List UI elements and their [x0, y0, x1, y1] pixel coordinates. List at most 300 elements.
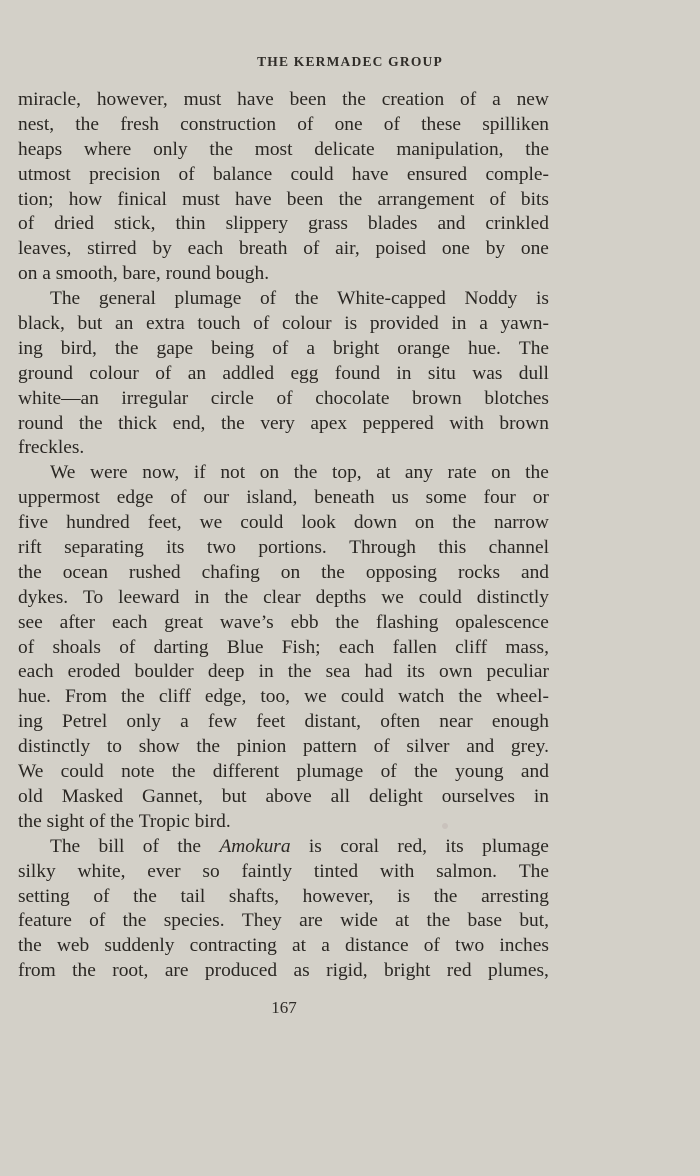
word: dried [54, 213, 94, 235]
word: the [18, 935, 42, 957]
text-line [18, 412, 549, 437]
word: deep [207, 661, 245, 683]
word: where [83, 138, 132, 160]
word: Through [349, 537, 416, 559]
word: the [294, 288, 319, 310]
word: arrangement [377, 188, 475, 210]
word: the [110, 810, 134, 832]
word: To [83, 586, 104, 608]
word: rate [447, 462, 477, 484]
word: each [18, 661, 54, 683]
word: too, [260, 686, 291, 708]
word: ourselves [441, 785, 515, 807]
word: we [381, 586, 404, 608]
word: dykes. [18, 586, 69, 608]
word: plumage [174, 288, 242, 310]
word: spilliken [482, 113, 549, 135]
text-line [18, 735, 549, 760]
word: flashing [375, 611, 439, 633]
word: plumage [482, 835, 549, 857]
text-line [18, 138, 549, 163]
word: boulder [134, 661, 194, 683]
text-line [18, 88, 549, 113]
word: the [72, 960, 96, 982]
word: darting [153, 636, 209, 658]
word: round [18, 412, 64, 434]
word: of [178, 163, 195, 185]
word: colour [281, 313, 332, 335]
word: fresh [120, 113, 159, 135]
word: extra [145, 313, 185, 335]
word: the [458, 686, 483, 708]
word: island, [246, 487, 298, 509]
word: silver [406, 736, 450, 758]
word: very [260, 412, 295, 434]
word: the [133, 885, 157, 907]
word: of [380, 761, 397, 783]
word: distance [345, 935, 409, 957]
word: blades [367, 213, 418, 235]
word: rocks [457, 561, 500, 583]
text-line [18, 461, 549, 486]
word: top, [332, 462, 362, 484]
word: must [183, 89, 222, 110]
word: sea [325, 661, 351, 683]
word: gape [156, 337, 194, 359]
paper-speck [442, 823, 448, 829]
word: salmon. [436, 860, 498, 882]
word: portions. [258, 537, 327, 559]
text-line [18, 710, 549, 735]
text-line [18, 113, 549, 138]
word: however, [96, 89, 168, 110]
text-line [18, 934, 549, 959]
text-line [18, 860, 549, 885]
text-line [18, 909, 549, 934]
word: great [164, 611, 204, 633]
word: of [373, 736, 390, 758]
word: heaps [18, 138, 63, 160]
word: wide [340, 910, 378, 932]
word: bare, [122, 263, 161, 285]
word: cliff [158, 686, 191, 708]
word: ing [18, 337, 43, 359]
word: white—an [18, 387, 99, 409]
word: comple- [485, 163, 549, 185]
word: are [299, 910, 323, 932]
word: plumage [296, 761, 364, 783]
word: some [425, 487, 467, 509]
word: egg [290, 362, 319, 384]
word: of [18, 636, 35, 658]
word: the [335, 611, 360, 633]
word: two [206, 537, 236, 559]
word: addled [222, 362, 275, 384]
word: bird. [194, 810, 231, 832]
word: brown [412, 387, 462, 409]
word: a [42, 263, 51, 285]
word: shafts, [228, 885, 280, 907]
word: in [194, 586, 210, 608]
word: Masked [61, 785, 124, 807]
word: in [396, 362, 412, 384]
word: in [533, 785, 549, 807]
word: bough. [215, 263, 270, 285]
word: only [126, 711, 161, 733]
word: clear [263, 586, 301, 608]
word: end, [172, 412, 206, 434]
word: narrow [494, 512, 549, 534]
word: show [138, 736, 180, 758]
word: ensured [406, 163, 468, 185]
word: thick [118, 412, 157, 434]
word: from [18, 960, 56, 982]
word: the [293, 462, 318, 484]
word: the [287, 661, 312, 683]
word: at [292, 935, 307, 957]
word: poised [375, 238, 427, 260]
word: white, [77, 860, 126, 882]
word: the [221, 412, 245, 434]
text-line [18, 511, 549, 536]
word: ever [147, 860, 181, 882]
text-line [18, 959, 549, 984]
word: by [152, 238, 172, 260]
word: grass [308, 213, 348, 235]
word: the [18, 561, 42, 583]
word: we [304, 686, 327, 708]
word: bill [98, 835, 125, 857]
word: thin [175, 213, 206, 235]
word: web [56, 935, 90, 957]
text-line [18, 436, 549, 461]
word: freckles. [18, 437, 85, 459]
word: own [439, 661, 473, 683]
word: the [433, 885, 458, 907]
word: construction [180, 113, 277, 135]
word: yawn- [500, 313, 549, 335]
word: suddenly [104, 935, 175, 957]
word: the [75, 113, 99, 135]
word: the [414, 761, 438, 783]
word: orange [397, 337, 451, 359]
word: nest, [18, 113, 55, 135]
word: an [114, 313, 134, 335]
word: irregular [121, 387, 189, 409]
word: provided [369, 313, 439, 335]
word: of [89, 810, 106, 832]
word: if [193, 462, 206, 484]
word: circle [210, 387, 254, 409]
word: a [492, 89, 501, 110]
word: of [155, 362, 172, 384]
word: each [187, 238, 224, 260]
word: delight [368, 785, 423, 807]
word: finical [117, 188, 167, 210]
word: apex [310, 412, 348, 434]
word: us [391, 487, 409, 509]
word: The [50, 835, 81, 857]
word: an [187, 362, 207, 384]
word: the [78, 412, 103, 434]
word: delicate [314, 138, 375, 160]
word: at [376, 462, 391, 484]
word: the [525, 138, 549, 160]
word: Gannet, [142, 785, 203, 807]
word: in [451, 313, 467, 335]
text-line [18, 387, 549, 412]
word: its [406, 661, 425, 683]
word: with [449, 412, 484, 434]
word: after [59, 611, 96, 633]
word: the [122, 910, 147, 932]
word: at [395, 910, 410, 932]
word: rushed [128, 561, 181, 583]
text-line [18, 810, 549, 835]
word: sight [46, 810, 85, 832]
word: the [171, 761, 196, 783]
word: is [344, 313, 358, 335]
word: of [18, 213, 35, 235]
word: brown [499, 412, 549, 434]
word: a [321, 935, 330, 957]
word: bright [384, 960, 431, 982]
word: edge [116, 487, 154, 509]
text-line [18, 611, 549, 636]
word: tion; [18, 188, 54, 210]
word: From [64, 686, 107, 708]
word: could [340, 686, 384, 708]
word: are [164, 960, 189, 982]
word: distinctly [18, 736, 91, 758]
word: The [518, 337, 549, 359]
word: root, [112, 960, 149, 982]
word: of [423, 935, 440, 957]
word: its [166, 537, 185, 559]
text-line [18, 163, 549, 188]
word: and [521, 561, 549, 583]
word: uppermost [18, 487, 100, 509]
word: of [297, 113, 314, 135]
word: on [491, 462, 511, 484]
word: each [338, 636, 375, 658]
word: but, [519, 910, 549, 932]
word: the [177, 835, 202, 857]
word: They [241, 910, 282, 932]
text-line [18, 586, 549, 611]
word: the [338, 188, 363, 210]
word: bright [332, 337, 380, 359]
word: grey. [510, 736, 549, 758]
word: black, [18, 313, 65, 335]
word: of [383, 113, 400, 135]
word: each [111, 611, 148, 633]
word: bits [520, 188, 549, 210]
word: different [212, 761, 280, 783]
word: depths [315, 586, 367, 608]
word: down [353, 512, 397, 534]
word: being [211, 337, 255, 359]
word: utmost [18, 163, 71, 185]
word: base [467, 910, 503, 932]
text-line [18, 212, 549, 237]
word: as [293, 960, 310, 982]
word: not [220, 462, 246, 484]
word: breath [238, 238, 288, 260]
word: ocean [62, 561, 108, 583]
word: have [351, 163, 389, 185]
text-line [18, 835, 549, 860]
word: is [308, 835, 322, 857]
word: leeward [118, 586, 180, 608]
word: five [18, 512, 49, 534]
word: ebb [290, 611, 319, 633]
word: the [18, 810, 42, 832]
word: feet [256, 711, 286, 733]
page-number: 167 [271, 998, 297, 1017]
word: chafing [201, 561, 260, 583]
text-line [18, 561, 549, 586]
word: tail [180, 885, 206, 907]
word: how [68, 188, 103, 210]
word: feature [18, 910, 72, 932]
word: two [455, 935, 485, 957]
word: wave’s [219, 611, 274, 633]
word: hue. [18, 686, 51, 708]
word: slippery [225, 213, 289, 235]
word: the [426, 910, 451, 932]
word: balance [212, 163, 273, 185]
word: could [418, 586, 462, 608]
word: pinion [236, 736, 287, 758]
word: Amokura [219, 835, 291, 857]
word: shoals [52, 636, 101, 658]
word: general [98, 288, 156, 310]
word: been [289, 89, 327, 110]
word: coral [340, 835, 380, 857]
text-line [18, 486, 549, 511]
word: Tropic [138, 810, 190, 832]
word: We [18, 761, 44, 783]
word: peculiar [486, 661, 549, 683]
text-line [18, 287, 549, 312]
word: separating [64, 537, 144, 559]
word: stick, [113, 213, 156, 235]
word: a [306, 337, 315, 359]
word: so [202, 860, 220, 882]
word: of [119, 636, 136, 658]
word: and [466, 736, 495, 758]
word: see [18, 611, 43, 633]
word: manipulation, [396, 138, 504, 160]
word: hundred [66, 512, 130, 534]
text-line [18, 636, 549, 661]
text-line [18, 885, 549, 910]
word: one [441, 238, 470, 260]
word: had [364, 661, 393, 683]
text-line [18, 536, 549, 561]
text-line [18, 237, 549, 262]
text-line [18, 785, 549, 810]
word: enough [491, 711, 549, 733]
word: of [142, 835, 159, 857]
word: of [170, 487, 187, 509]
word: Blue [226, 636, 264, 658]
word: pattern [303, 736, 357, 758]
word: Noddy [464, 288, 518, 310]
word: contracting [189, 935, 277, 957]
word: any [404, 462, 433, 484]
body-text [18, 88, 549, 984]
word: the [209, 138, 234, 160]
word: of [303, 238, 320, 260]
word: of [460, 89, 477, 110]
word: new [516, 89, 549, 110]
word: red [446, 960, 472, 982]
word: look [301, 512, 336, 534]
word: The [518, 860, 549, 882]
word: the [196, 736, 221, 758]
word: or [532, 487, 549, 509]
word: near [439, 711, 473, 733]
word: on [259, 462, 280, 484]
word: of [93, 885, 110, 907]
word: Fish; [281, 636, 321, 658]
word: and [437, 213, 466, 235]
word: feet, [147, 512, 182, 534]
word: precision [89, 163, 161, 185]
word: blotches [484, 387, 549, 409]
word: to [106, 736, 122, 758]
word: mass, [505, 636, 549, 658]
word: fallen [392, 636, 437, 658]
word: few [207, 711, 237, 733]
word: this [438, 537, 467, 559]
word: the [224, 586, 249, 608]
word: distant, [304, 711, 362, 733]
word: above [265, 785, 312, 807]
word: we [199, 512, 223, 534]
word: all [330, 785, 351, 807]
running-head: THE KERMADEC GROUP [257, 54, 443, 69]
word: crinkled [485, 213, 549, 235]
word: by [485, 238, 506, 260]
word: opposing [365, 561, 437, 583]
word: opalescence [455, 611, 549, 633]
text-line [18, 262, 549, 287]
word: miracle, [18, 89, 81, 110]
word: was [472, 362, 503, 384]
word: beneath [314, 487, 375, 509]
word: the [342, 89, 366, 110]
word: red, [397, 835, 428, 857]
word: White-capped [337, 288, 446, 310]
text-line [18, 660, 549, 685]
word: of [89, 910, 106, 932]
word: but [221, 785, 247, 807]
word: rigid, [326, 960, 368, 982]
word: and [520, 761, 549, 783]
word: note [121, 761, 155, 783]
word: situ [427, 362, 456, 384]
word: wheel- [496, 686, 549, 708]
word: of [489, 188, 506, 210]
word: plumes, [488, 960, 549, 982]
word: been [286, 188, 324, 210]
text-line [18, 337, 549, 362]
word: could [60, 761, 104, 783]
word: The [50, 288, 81, 310]
